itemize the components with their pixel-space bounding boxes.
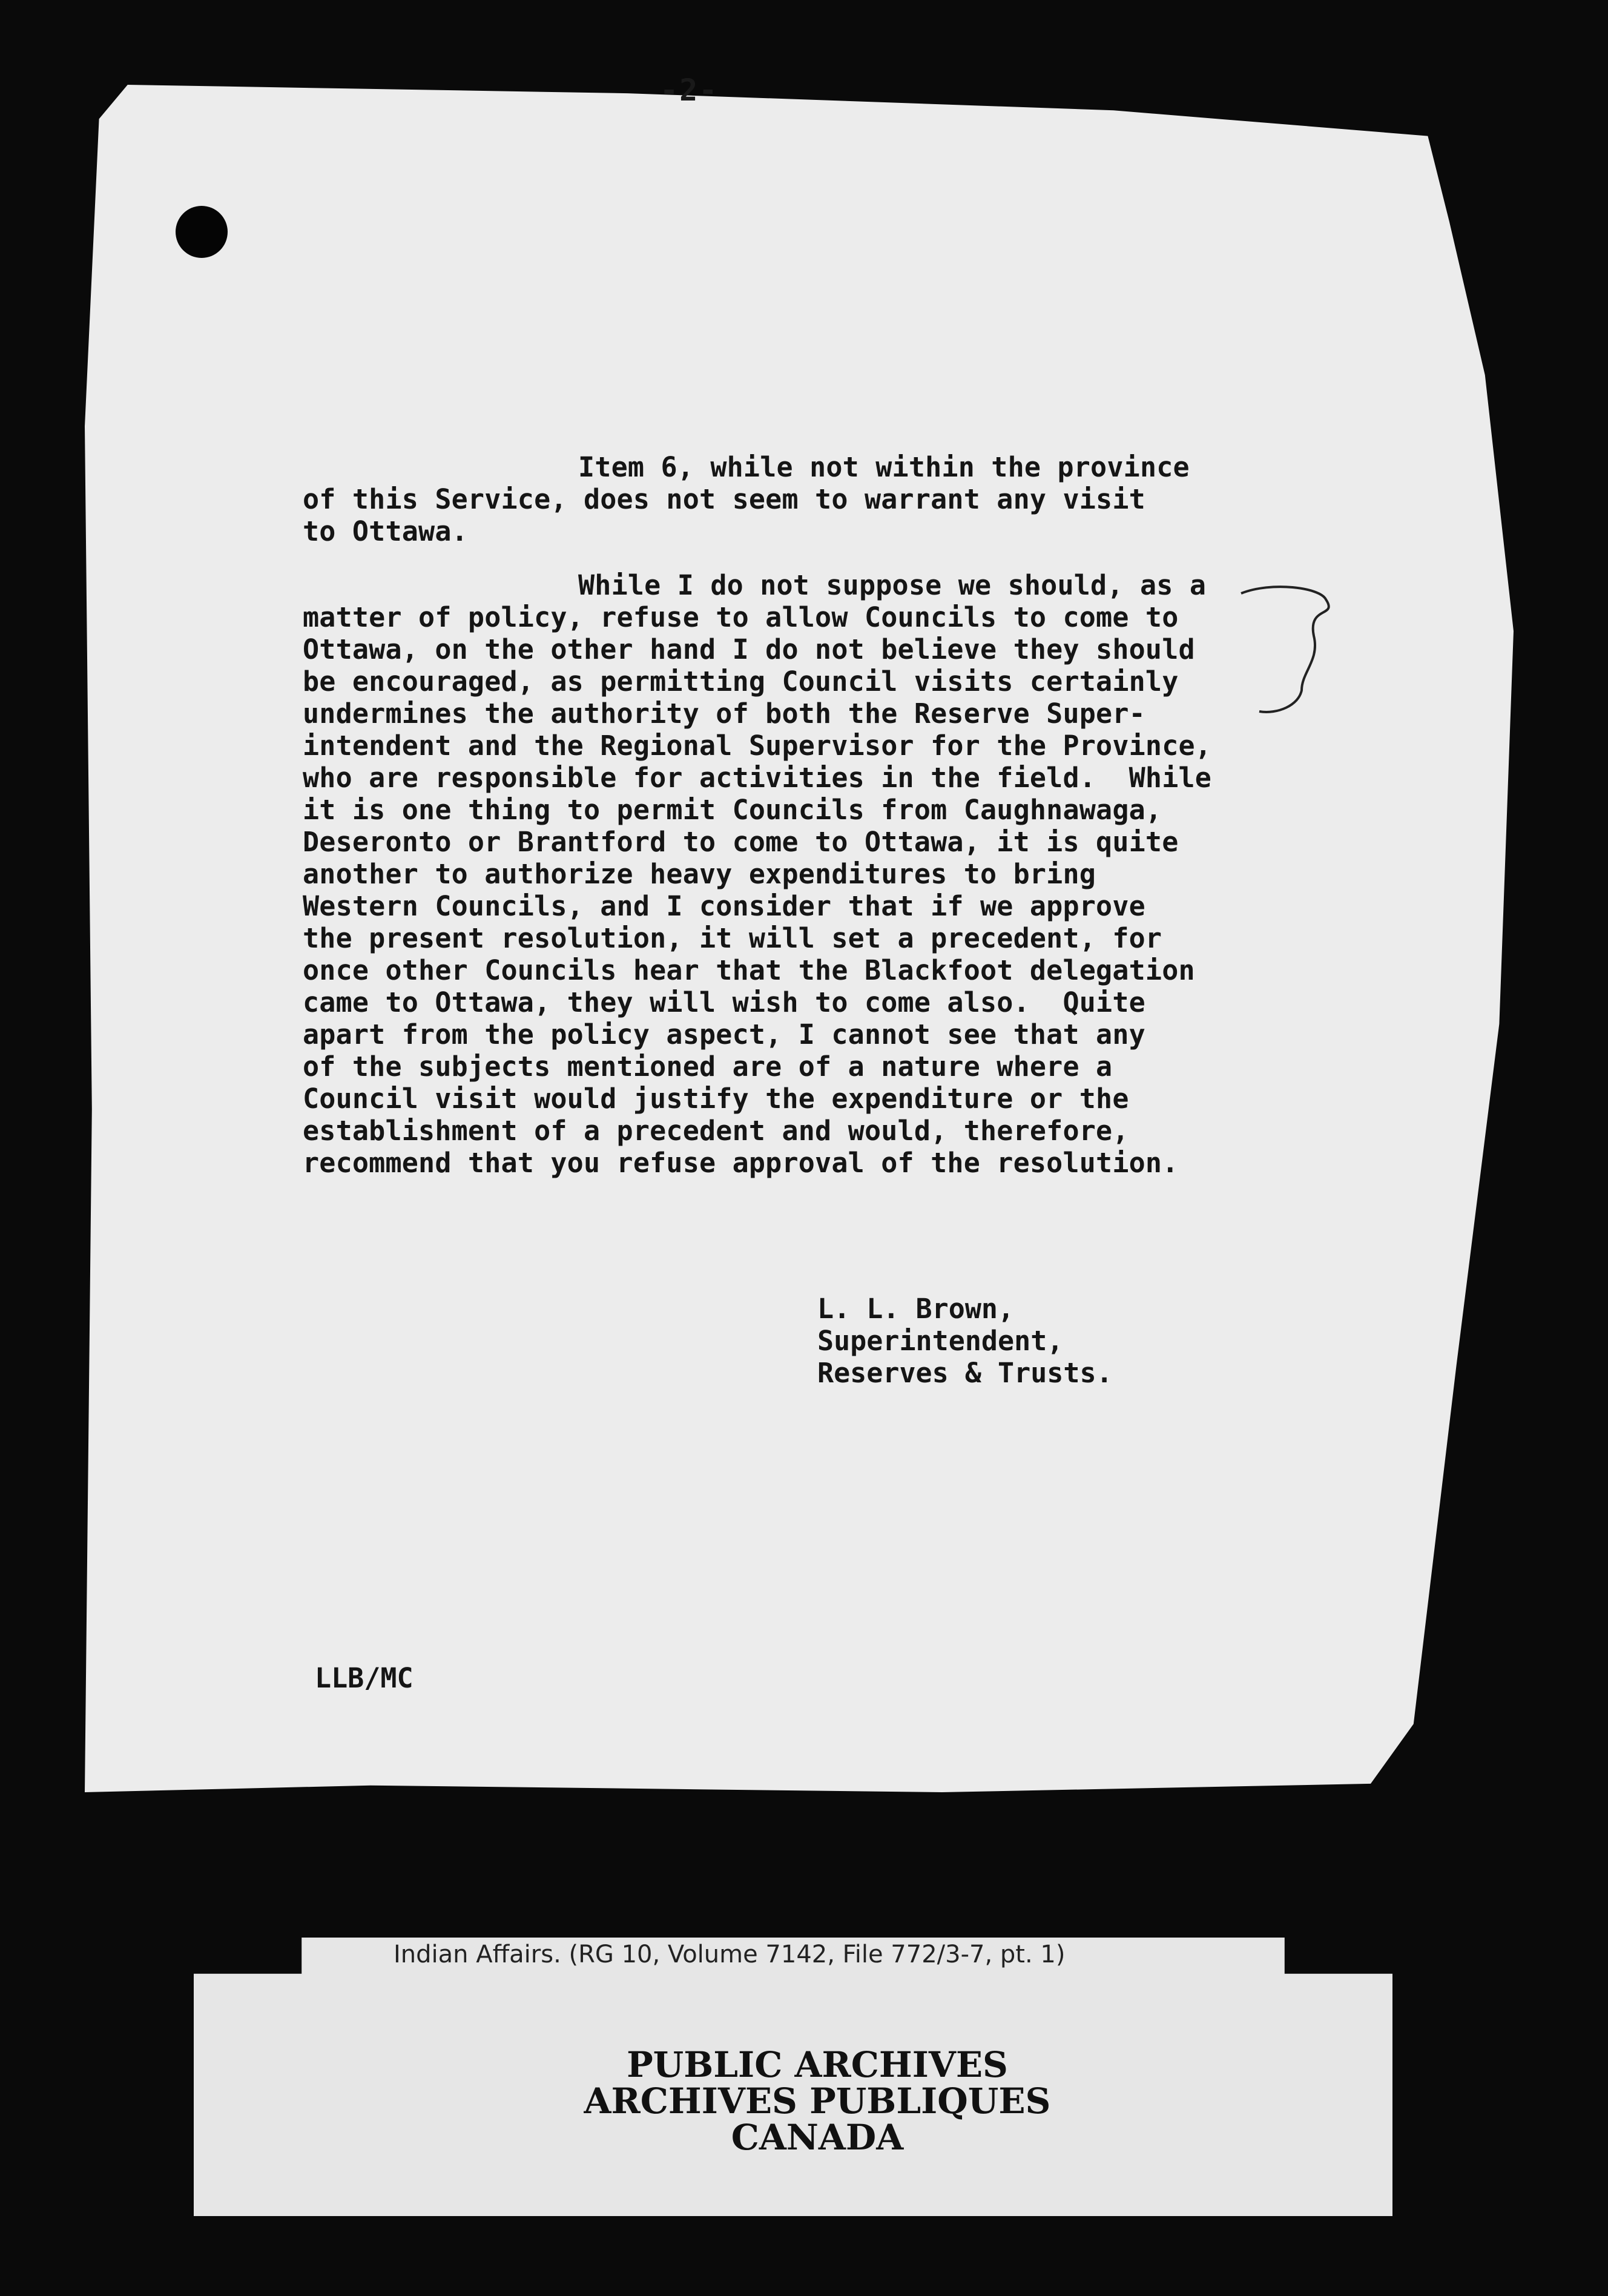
body-line: Ottawa, on the other hand I do not believe they should bbox=[303, 633, 1195, 665]
body-line: came to Ottawa, they will wish to come also. Quite bbox=[303, 986, 1145, 1018]
body-line: of this Service, does not seem to warrant any visit bbox=[303, 483, 1145, 515]
body-line: the present resolution, it will set a precedent, for bbox=[303, 922, 1162, 954]
body-line: Western Councils, and I consider that if we approve bbox=[303, 890, 1145, 922]
body-line: establishment of a precedent and would, therefore, bbox=[303, 1115, 1129, 1147]
body-line: recommend that you refuse approval of the resolution. bbox=[303, 1147, 1179, 1179]
archive-reference: Indian Affairs. (RG 10, Volume 7142, File 772/3-7, pt. 1) bbox=[394, 1941, 1066, 1968]
letter-body bbox=[303, 451, 1320, 1201]
punch-hole bbox=[176, 206, 228, 258]
body-line: While I do not suppose we should, as a bbox=[578, 569, 1207, 601]
body-line: be encouraged, as permitting Council visits certainly bbox=[303, 665, 1179, 698]
body-line: apart from the policy aspect, I cannot see that any bbox=[303, 1018, 1145, 1051]
typist-initials: LLB/MC bbox=[315, 1662, 414, 1694]
signatory-name: L. L. Brown, bbox=[817, 1293, 1015, 1325]
body-line: once other Councils hear that the Blackfoot delegation bbox=[303, 954, 1195, 986]
body-line: another to authorize heavy expenditures to bring bbox=[303, 858, 1096, 890]
body-line: of the subjects mentioned are of a nature where a bbox=[303, 1051, 1113, 1083]
body-line: to Ottawa. bbox=[303, 515, 468, 547]
body-line: Council visit would justify the expenditure or the bbox=[303, 1083, 1129, 1115]
stamp-line: CANADA bbox=[731, 2117, 904, 2158]
stamp-line: ARCHIVES PUBLIQUES bbox=[584, 2080, 1051, 2122]
body-line: undermines the authority of both the Reserve Super- bbox=[303, 698, 1145, 730]
body-line: Item 6, while not within the province bbox=[578, 451, 1190, 483]
body-line: Deseronto or Brantford to come to Ottawa, it is quite bbox=[303, 826, 1179, 858]
body-line: matter of policy, refuse to allow Councils to come to bbox=[303, 601, 1179, 633]
body-line: who are responsible for activities in the field. While bbox=[303, 762, 1212, 794]
page-number: -2- bbox=[660, 73, 719, 108]
signatory-title: Superintendent, bbox=[817, 1325, 1064, 1357]
stamp-line: PUBLIC ARCHIVES bbox=[627, 2044, 1008, 2085]
body-line: it is one thing to permit Councils from Caughnawaga, bbox=[303, 794, 1162, 826]
signature-block bbox=[817, 1293, 1113, 1389]
archives-stamp bbox=[581, 2044, 1053, 2158]
body-line: intendent and the Regional Supervisor for the Province, bbox=[303, 730, 1212, 762]
signatory-branch: Reserves & Trusts. bbox=[817, 1357, 1113, 1389]
handwritten-bracket-mark bbox=[1235, 581, 1356, 721]
paragraph-1 bbox=[303, 451, 1320, 547]
paragraph-2 bbox=[303, 569, 1320, 1179]
